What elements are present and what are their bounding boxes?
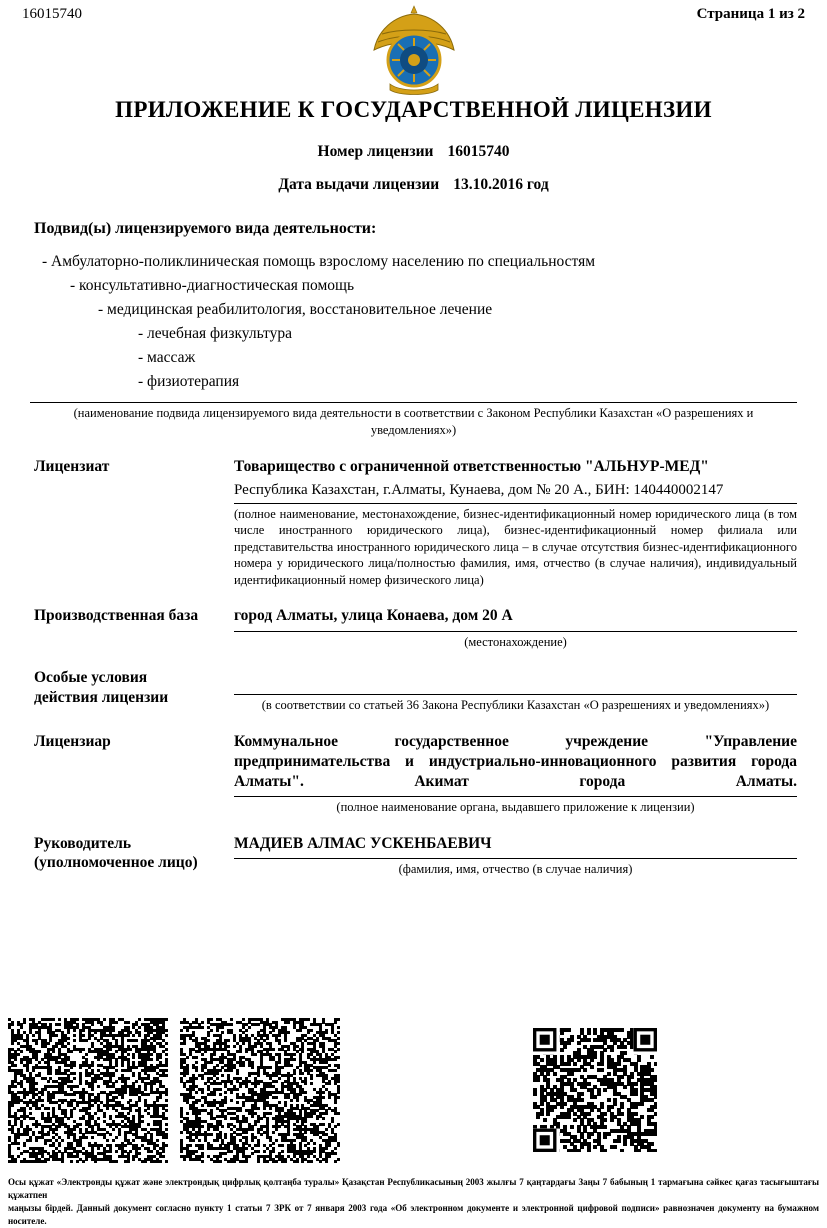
- licensor-label: Лицензиар: [34, 732, 111, 750]
- licensor-field: [0, 732, 827, 816]
- special-conditions-field: [0, 668, 827, 714]
- legal-footer-line2: маңызы бірдей. Данный документ согласно пункту 1 статьи 7 ЗРК от 7 января 2003 года «Об электронном документе и электронной цифровой подписи» равнозначен документу на бумажном носителе.: [8, 1203, 819, 1227]
- subtypes-caption: (наименование подвида лицензируемого вида деятельности в соответствии с Законом Республики Казахстан «О разрешениях и уведомлениях»): [73, 406, 754, 437]
- divider: [30, 402, 797, 403]
- production-base-label: Производственная база: [34, 607, 199, 625]
- divider: [234, 631, 797, 632]
- legal-footer: [8, 1176, 819, 1228]
- head-field: [0, 834, 827, 878]
- special-conditions-label-line1: Особые условия: [34, 669, 148, 687]
- datamatrix-left: [8, 1018, 168, 1163]
- license-date-value: 13.10.2016 год: [453, 176, 549, 193]
- licensee-note: (полное наименование, местонахождение, бизнес-идентификационный номер юридического лица (в том числе иностранного юридического лица), бизнес-идентификационный номер филиала или представительства иностранного юридического лица – в случае отсутствия бизнес-идентификационного номера у юридического лица/полностью фамилия, имя, отчество (в случае наличия), индивидуальный идентификационный номер физического лица): [234, 506, 797, 587]
- head-label-line2: (уполномоченное лицо): [34, 853, 198, 871]
- subtypes-list: [0, 250, 827, 394]
- page-indicator: Страница 1 из 2: [696, 6, 805, 22]
- license-date-label: Дата выдачи лицензии: [278, 176, 440, 193]
- licensee-label: Лицензиат: [34, 457, 110, 475]
- special-conditions-value: [234, 668, 797, 690]
- subtype-item: - Амбулаторно-поликлиническая помощь взрослому населению по специальностям: [42, 253, 596, 270]
- page-header: [0, 0, 827, 23]
- production-base-value: город Алматы, улица Конаева, дом 20 А: [234, 607, 513, 625]
- head-note: (фамилия, имя, отчество (в случае наличия): [398, 861, 633, 876]
- subtype-item: - физиотерапия: [138, 373, 240, 391]
- licensee-name: Товарищество с ограниченной ответственностью "АЛЬНУР-МЕД": [234, 457, 709, 475]
- qr-code-right: [533, 1028, 657, 1152]
- head-value: МАДИЕВ АЛМАС УСКЕНБАЕВИЧ: [234, 834, 492, 852]
- production-base-note: (местонахождение): [464, 634, 567, 649]
- legal-footer-line1: Осы құжат «Электронды құжат және электрондық цифрлық қолтаңба туралы» Қазақстан Республикасының 2003 жылғы 7 қаңтардағы Заңы 7 бабының 1 тармағына сәйкес қағаз тасығыштағы құжатпен: [8, 1177, 819, 1201]
- datamatrix-middle: [180, 1018, 340, 1163]
- license-number-line: [0, 143, 827, 161]
- subtype-item: - массаж: [138, 349, 196, 367]
- divider: [234, 858, 797, 859]
- divider: [234, 694, 797, 695]
- barcode-area: [0, 1018, 827, 1163]
- production-base-field: [0, 606, 827, 650]
- license-number-value: 16015740: [447, 143, 510, 160]
- subtype-item: - лечебная физкультура: [138, 325, 293, 343]
- licensor-note: (полное наименование органа, выдавшего приложение к лицензии): [336, 800, 695, 815]
- licensee-field: [0, 457, 827, 589]
- subtype-item: - медицинская реабилитология, восстановительное лечение: [98, 301, 493, 319]
- page-title: ПРИЛОЖЕНИЕ К ГОСУДАРСТВЕННОЙ ЛИЦЕНЗИИ: [115, 97, 712, 122]
- special-conditions-label: [34, 668, 234, 714]
- head-label: [34, 834, 234, 878]
- license-number-label: Номер лицензии: [317, 143, 434, 160]
- head-label-line1: Руководитель: [34, 834, 132, 852]
- divider: [234, 503, 797, 504]
- subtype-item: - консультативно-диагностическая помощь: [70, 277, 355, 295]
- licensor-value: Коммунальное государственное учреждение "Управление предпринимательства и индустриально-инновационного развития города Алматы". Акимат города Алматы.: [234, 732, 797, 790]
- subtypes-heading: Подвид(ы) лицензируемого вида деятельности:: [34, 220, 377, 237]
- special-conditions-label-line2: действия лицензии: [34, 688, 169, 706]
- license-number-top: 16015740: [22, 6, 82, 22]
- license-date-line: [0, 176, 827, 194]
- divider: [234, 796, 797, 797]
- special-conditions-note: (в соответствии со статьей 36 Закона Республики Казахстан «О разрешениях и уведомлениях»): [261, 698, 770, 713]
- licensee-address: Республика Казахстан, г.Алматы, Кунаева, дом № 20 А., БИН: 140440002147: [234, 481, 724, 498]
